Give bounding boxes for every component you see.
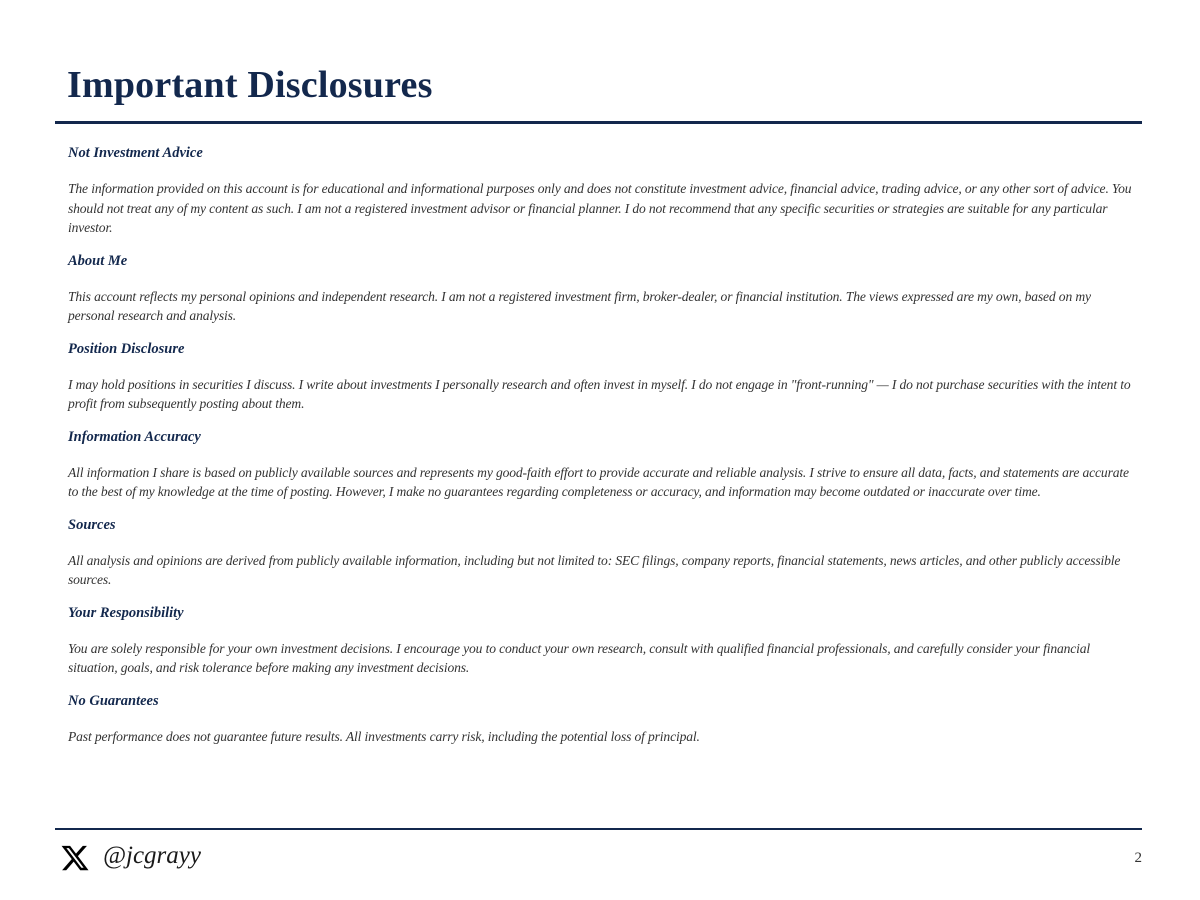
section-body-information-accuracy: All information I share is based on publicly available sources and represents my good-faith effort to provide accurate and reliable analysis. I strive to ensure all data, facts, and statements are accurate to the best of my knowledge at the time of posting. However, I make no guarantees regarding completeness or accuracy, and information may become outdated or inaccurate over time. xyxy=(68,464,1129,499)
title-divider xyxy=(55,121,1142,124)
section-heading-about-me: About Me xyxy=(68,252,128,269)
author-handle[interactable]: @jcgrayy xyxy=(103,842,201,869)
section-heading-position-disclosure: Position Disclosure xyxy=(68,340,185,357)
section-heading-your-responsibility: Your Responsibility xyxy=(68,604,184,621)
page-title: Important Disclosures xyxy=(67,64,433,106)
section-heading-information-accuracy: Information Accuracy xyxy=(68,428,201,445)
section-heading-sources: Sources xyxy=(68,516,116,533)
section-body-not-investment-advice: The information provided on this account is for educational and informational purposes only and does not constitute investment advice, financial advice, trading advice, or any other sort of advice. You should not treat any of my content as such. I am not a registered investment advisor or financial planner. I do not recommend that any specific securities or strategies are suitable for any particular investor. xyxy=(68,181,1132,235)
section-body-no-guarantees: Past performance does not guarantee future results. All investments carry risk, including the potential loss of principal. xyxy=(68,728,700,744)
page-number: 2 xyxy=(1134,850,1142,866)
section-body-position-disclosure: I may hold positions in securities I discuss. I write about investments I personally research and often invest in myself. I do not engage in "front-running" — I do not purchase securities with the intent to profit from subsequently posting about them. xyxy=(68,376,1131,411)
section-body-about-me: This account reflects my personal opinions and independent research. I am not a registered investment firm, broker-dealer, or financial institution. The views expressed are my own, based on my personal research and analysis. xyxy=(68,288,1091,323)
section-body-your-responsibility: You are solely responsible for your own investment decisions. I encourage you to conduct your own research, consult with qualified financial professionals, and carefully consider your financial situation, goals, and risk tolerance before making any investment decisions. xyxy=(68,640,1091,675)
x-logo-icon[interactable] xyxy=(60,843,90,873)
section-heading-no-guarantees: No Guarantees xyxy=(68,692,159,709)
disclosures-content xyxy=(68,144,1132,760)
section-heading-not-investment-advice: Not Investment Advice xyxy=(68,145,203,161)
section-body-sources: All analysis and opinions are derived from publicly available information, including but not limited to: SEC filings, company reports, financial statements, news articles, and other publicly accessible sources. xyxy=(68,552,1121,587)
footer-divider xyxy=(55,828,1142,830)
